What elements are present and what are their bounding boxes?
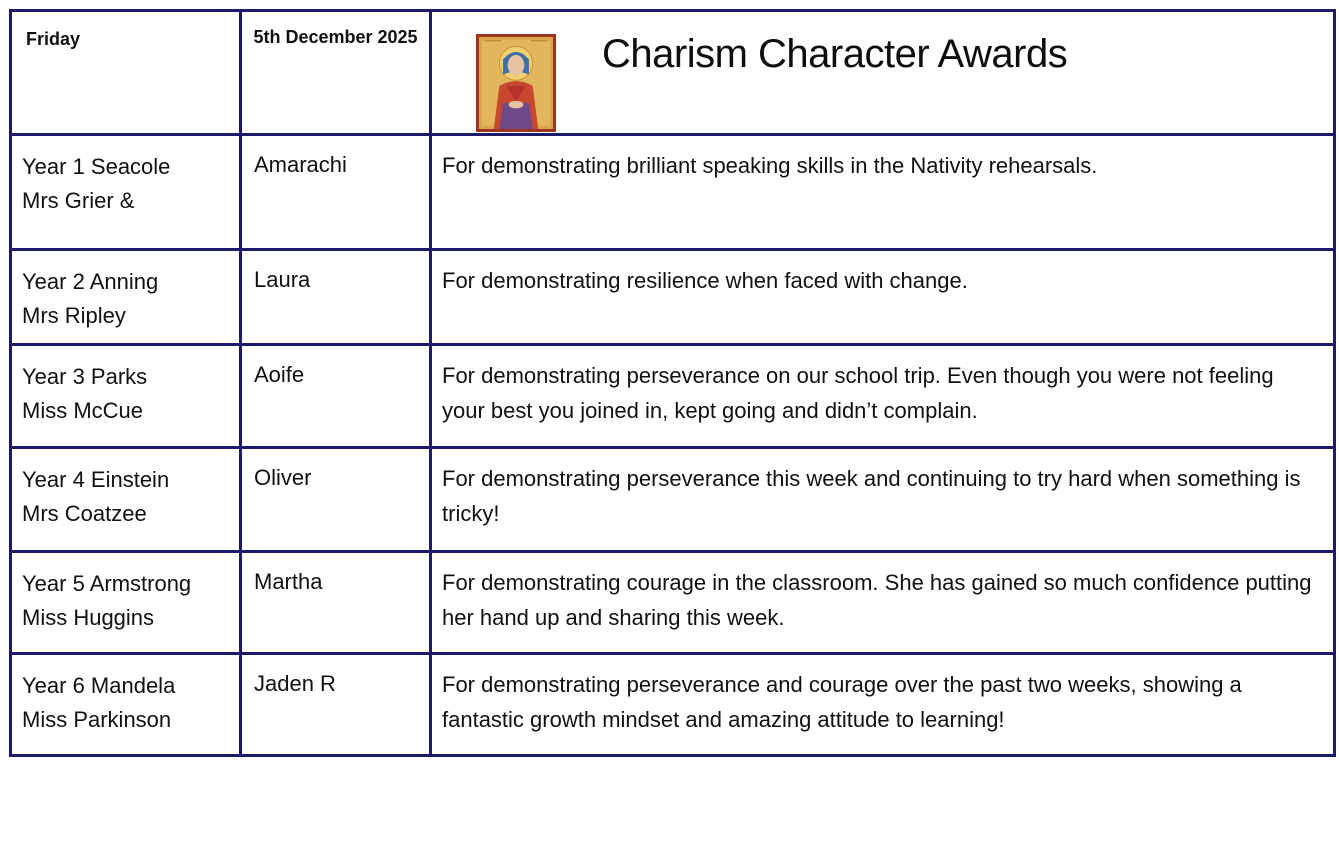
pupil-name: Martha bbox=[254, 569, 323, 594]
class-label bbox=[12, 553, 239, 635]
class-cell bbox=[11, 135, 241, 250]
reason-cell bbox=[431, 448, 1335, 552]
reason-cell bbox=[431, 654, 1335, 756]
class-teacher: Miss McCue bbox=[22, 398, 144, 423]
reason-cell bbox=[431, 552, 1335, 654]
class-label bbox=[12, 251, 239, 333]
class-year: Year 1 Seacole bbox=[22, 154, 171, 179]
table-row bbox=[11, 250, 1335, 345]
class-year: Year 5 Armstrong bbox=[22, 571, 192, 596]
date-label: 5th December 2025 bbox=[253, 27, 418, 47]
pupil-name: Amarachi bbox=[254, 152, 347, 177]
pupil-name: Jaden R bbox=[254, 671, 336, 696]
class-cell bbox=[11, 448, 241, 552]
award-reason: For demonstrating perseverance on our school trip. Even though you were not feeling your best you joined in, kept going and didn’t complain. bbox=[442, 363, 1274, 423]
saint-portrait-icon bbox=[476, 34, 556, 132]
class-year: Year 4 Einstein bbox=[22, 467, 170, 492]
class-cell bbox=[11, 654, 241, 756]
day-label: Friday bbox=[26, 29, 81, 49]
class-year: Year 6 Mandela bbox=[22, 673, 176, 698]
class-label bbox=[12, 136, 239, 218]
name-cell bbox=[241, 345, 431, 448]
class-year: Year 3 Parks bbox=[22, 364, 148, 389]
name-cell bbox=[241, 135, 431, 250]
table-row bbox=[11, 345, 1335, 448]
class-label bbox=[12, 346, 239, 428]
class-cell bbox=[11, 552, 241, 654]
table-row bbox=[11, 552, 1335, 654]
name-cell bbox=[241, 552, 431, 654]
name-cell bbox=[241, 448, 431, 552]
pupil-name: Laura bbox=[254, 267, 311, 292]
class-teacher: Mrs Ripley bbox=[22, 303, 126, 328]
date-cell bbox=[241, 11, 431, 135]
page-title: Charism Character Awards bbox=[602, 32, 1068, 76]
reason-cell bbox=[431, 250, 1335, 345]
awards-table bbox=[9, 9, 1336, 757]
table-row bbox=[11, 135, 1335, 250]
class-label bbox=[12, 449, 239, 531]
class-teacher: Miss Huggins bbox=[22, 605, 155, 630]
award-reason: For demonstrating perseverance and courage over the past two weeks, showing a fantastic growth mindset and amazing attitude to learning! bbox=[442, 672, 1242, 732]
table-row bbox=[11, 448, 1335, 552]
class-cell bbox=[11, 250, 241, 345]
award-reason: For demonstrating courage in the classroom. She has gained so much confidence putting her hand up and sharing this week. bbox=[442, 570, 1312, 630]
class-teacher: Mrs Coatzee bbox=[22, 501, 147, 526]
name-cell bbox=[241, 654, 431, 756]
table-row bbox=[11, 654, 1335, 756]
award-reason: For demonstrating perseverance this week and continuing to try hard when something is tricky! bbox=[442, 466, 1301, 526]
award-reason: For demonstrating brilliant speaking skills in the Nativity rehearsals. bbox=[442, 153, 1098, 178]
class-label bbox=[12, 655, 239, 737]
title-cell bbox=[431, 11, 1335, 135]
class-cell bbox=[11, 345, 241, 448]
day-cell bbox=[11, 11, 241, 135]
class-year: Year 2 Anning bbox=[22, 269, 159, 294]
pupil-name: Oliver bbox=[254, 465, 312, 490]
class-teacher: Mrs Grier & bbox=[22, 188, 135, 213]
pupil-name: Aoife bbox=[254, 362, 305, 387]
award-reason: For demonstrating resilience when faced with change. bbox=[442, 268, 968, 293]
class-teacher: Miss Parkinson bbox=[22, 707, 172, 732]
header-row bbox=[11, 11, 1335, 135]
reason-cell bbox=[431, 345, 1335, 448]
name-cell bbox=[241, 250, 431, 345]
reason-cell bbox=[431, 135, 1335, 250]
